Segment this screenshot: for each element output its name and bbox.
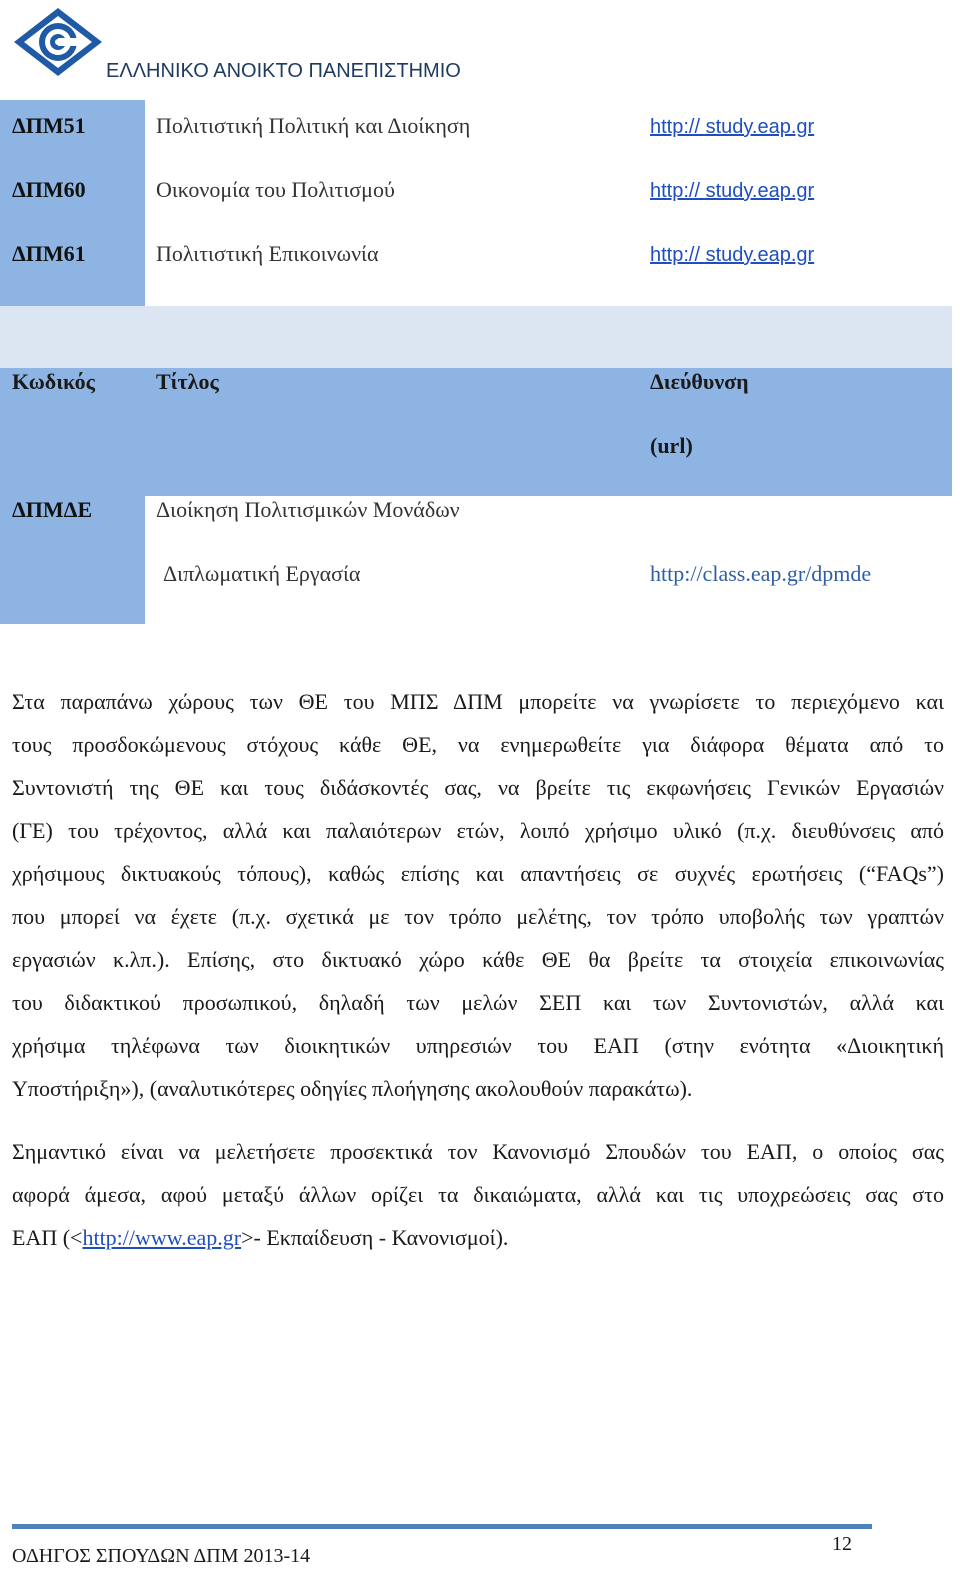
thesis-url-link[interactable]: http://class.eap.gr/dpmde — [650, 561, 872, 586]
paragraph-line: Σημαντικό είναι να μελετήσετε προσεκτικά τον Κανονισμό Σπουδών του ΕΑΠ, ο οποίος σας — [12, 1139, 944, 1164]
table-row — [0, 177, 960, 217]
course-title: Πολιτιστική Επικοινωνία — [156, 241, 379, 266]
course-code: ΔΠΜ61 — [12, 241, 86, 266]
header-code: Κωδικός — [12, 369, 95, 394]
course-url-link[interactable]: http:// study.eap.gr — [650, 116, 815, 138]
paragraph-line: χρήσιμους δικτυακούς τόπους), καθώς επίσης και απαντήσεις σε συχνές ερωτήσεις (“FAQs”) — [12, 861, 944, 886]
footer-title: ΟΔΗΓΟΣ ΣΠΟΥΔΩΝ ΔΠΜ 2013-14 — [12, 1545, 311, 1567]
header-title: Τίτλος — [156, 369, 219, 394]
paragraph-line: αφορά άμεσα, αφού μεταξύ άλλων ορίζει τα δικαιώματα, αλλά και τις υποχρεώσεις σας στο — [12, 1182, 944, 1207]
header-url-sub: (url) — [650, 433, 693, 458]
table2-spacer-row — [0, 306, 952, 368]
table-row — [0, 241, 960, 281]
page-number: 12 — [832, 1533, 852, 1555]
table-row — [0, 113, 960, 153]
paragraph-line: που μπορεί να έχετε (π.χ. σχετικά με τον τρόπο μελέτης, τον τρόπο υποβολής των γραπτών — [12, 904, 944, 929]
course-title: Οικονομία του Πολιτισμού — [156, 177, 395, 202]
course-url-link[interactable]: http:// study.eap.gr — [650, 180, 815, 202]
paragraph-line: του διδακτικού προσωπικού, δηλαδή των μελών ΣΕΠ και των Συντονιστών, αλλά και — [12, 990, 944, 1015]
table2-header-row — [0, 368, 952, 496]
eap-logo-icon — [12, 6, 104, 78]
thesis-code: ΔΠΜΔΕ — [12, 497, 93, 522]
footer-divider — [12, 1524, 872, 1529]
thesis-title: Διοίκηση Πολιτισμικών Μονάδων — [156, 497, 460, 522]
paragraph-line: τους προσδοκώμενους στόχους κάθε ΘΕ, να ενημερωθείτε για διάφορα θέματα από το — [12, 732, 944, 757]
course-title: Πολιτιστική Πολιτική και Διοίκηση — [156, 113, 471, 138]
eap-website-link[interactable]: http://www.eap.gr — [82, 1225, 242, 1250]
paragraph-line: Στα παραπάνω χώρους των ΘΕ του ΜΠΣ ΔΠΜ μπορείτε να γνωρίσετε το περιεχόμενο και — [12, 689, 944, 714]
university-name: ΕΛΛΗΝΙΚΟ ΑΝΟΙΚΤΟ ΠΑΝΕΠΙΣΤΗΜΙΟ — [106, 60, 461, 82]
link-suffix: >- Εκπαίδευση - Κανονισμοί). — [241, 1225, 509, 1250]
course-url-link[interactable]: http:// study.eap.gr — [650, 244, 815, 266]
course-code: ΔΠΜ60 — [12, 177, 86, 202]
paragraph-line: χρήσιμα τηλέφωνα των διοικητικών υπηρεσιών του ΕΑΠ (στην ενότητα «Διοικητική — [12, 1033, 944, 1058]
regulations-paragraph — [12, 1130, 944, 1259]
paragraph-line: (ΓΕ) του τρέχοντος, αλλά και παλαιότερων ετών, λοιπό χρήσιμο υλικό (π.χ. διευθύνσεις από — [12, 818, 944, 843]
paragraph-line — [12, 1216, 944, 1259]
thesis-subtitle: Διπλωματική Εργασία — [163, 561, 361, 586]
paragraph-line: Συντονιστή της ΘΕ και τους διδάσκοντές σας, να βρείτε τις εκφωνήσεις Γενικών Εργασιών — [12, 775, 944, 800]
info-paragraph — [12, 680, 944, 1110]
header-url: Διεύθυνση — [650, 369, 749, 394]
paragraph-line: Υποστήριξη»), (αναλυτικότερες οδηγίες πλοήγησης ακολουθούν παρακάτω). — [12, 1076, 693, 1101]
paragraph-line: εργασιών κ.λπ.). Επίσης, στο δικτυακό χώρο κάθε ΘΕ θα βρείτε τα στοιχεία επικοινωνίας — [12, 947, 944, 972]
link-prefix: ΕΑΠ (< — [12, 1225, 83, 1250]
course-code: ΔΠΜ51 — [12, 113, 86, 138]
